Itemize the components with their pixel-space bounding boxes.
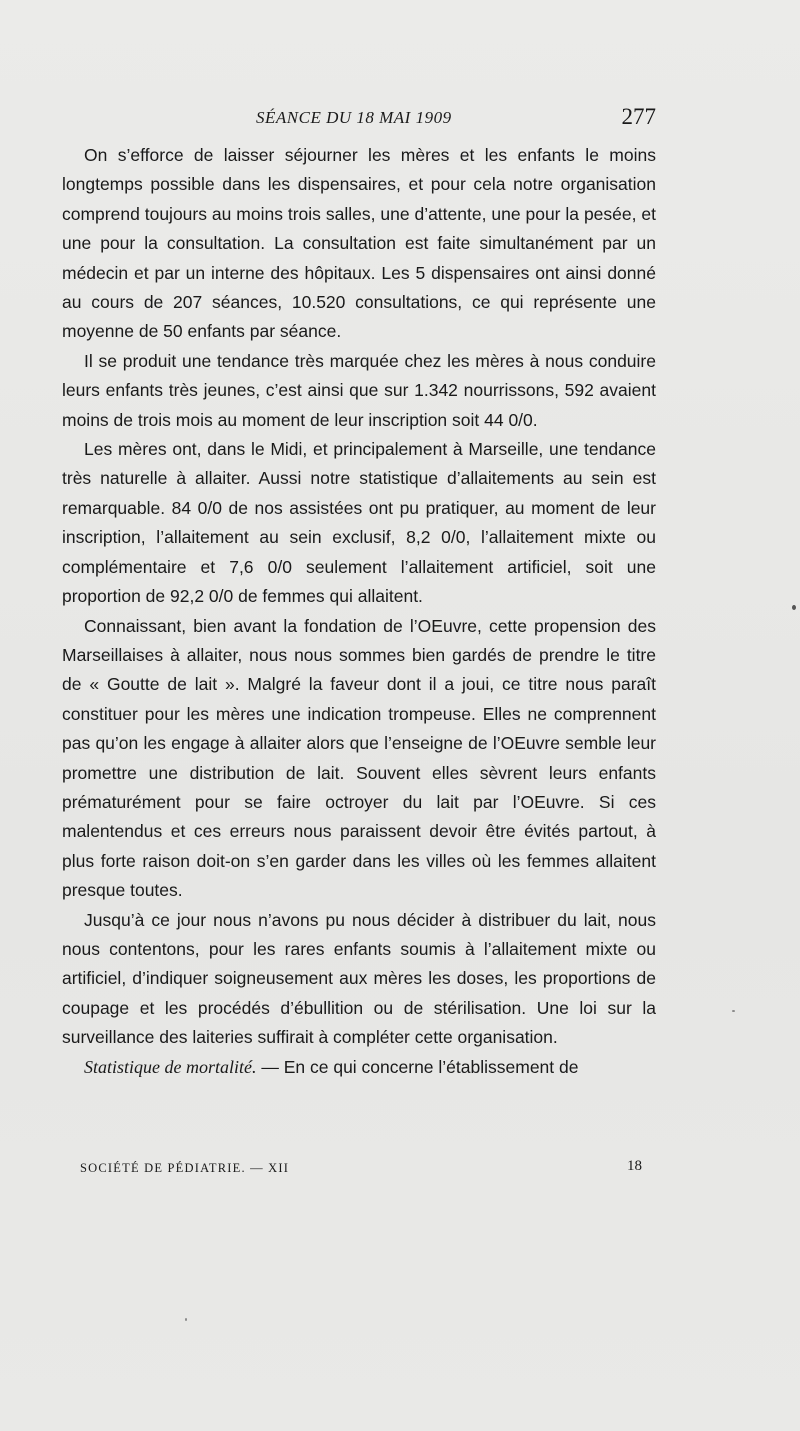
running-head: [62, 104, 656, 134]
paragraph-6: [62, 1053, 656, 1082]
paragraph-5: Jusqu’à ce jour nous n’avons pu nous décider à distribuer du lait, nous nous contentons, pour les rares enfants soumis à l’allaitement mixte ou artificiel, d’indiquer soigneusement aux mères les doses, les proportions de coupage et les procédés d’ébullition ou de stérilisation. Une loi sur la surveillance des laiteries suffirait à compléter cette organisation.: [62, 909, 656, 1048]
paragraph-3: Les mères ont, dans le Midi, et principalement à Marseille, une tendance très naturelle à allaiter. Aussi notre statistique d’allaitements au sein est remarquable. 84 0/0 de nos assistées ont pu pratiquer, au moment de leur inscription, l’allaitement au sein exclusif, 8,2 0/0, l’allaitement mixte ou complémentaire et 7,6 0/0 seulement l’allaitement artificiel, soit une proportion de 92,2 0/0 de femmes qui allaitent.: [62, 439, 656, 607]
section-lead: Statistique de mortalité.: [84, 1056, 257, 1077]
scan-speck: [732, 1010, 735, 1012]
paragraph-2: Il se produit une tendance très marquée chez les mères à nous conduire leurs enfants très jeunes, c’est ainsi que sur 1.342 nourrissons, 592 avaient moins de trois mois au moment de leur inscription soit 44 0/0.: [62, 350, 656, 430]
page-number: 277: [621, 104, 656, 129]
page-footer: [80, 1158, 642, 1182]
signature-mark: 18: [627, 1158, 642, 1174]
scan-speck: [185, 1318, 187, 1321]
paragraph-1: On s’efforce de laisser séjourner les mères et les enfants le moins longtemps possible dans les dispensaires, et pour cela notre organisation comprend toujours au moins trois salles, une d’attente, une pour la pesée, et une pour la consultation. La consultation est faite simultanément par un médecin et par un interne des hôpitaux. Les 5 dispensaires ont ainsi donné au cours de 207 séances, 10.520 consultations, ce qui représente une moyenne de 50 enfants par séance.: [62, 145, 656, 342]
scan-speck: [792, 605, 796, 610]
footer-series: SOCIÉTÉ DE PÉDIATRIE. — XII: [80, 1161, 290, 1175]
paragraph-4: Connaissant, bien avant la fondation de l’OEuvre, cette propension des Marseillaises à allaiter, nous nous sommes bien gardés de prendre le titre de « Goutte de lait ». Malgré la faveur dont il a joui, ce titre nous paraît constituer pour les mères une indication trompeuse. Elles ne comprennent pas qu’on les engage à allaiter alors que l’enseigne de l’OEuvre semble leur promettre une distribution de lait. Souvent elles sèvrent leurs enfants prématurément pour se faire octroyer du lait par l’OEuvre. Si ces malentendus et ces erreurs nous paraissent devoir être évités partout, à plus forte raison doit-on s’en garder dans les villes où les femmes allaitent presque toutes.: [62, 615, 656, 901]
paragraph-6-text: — En ce qui concerne l’établissement de: [256, 1056, 579, 1077]
body-text: [62, 141, 656, 1082]
running-title: SÉANCE DU 18 MAI 1909: [256, 108, 452, 127]
